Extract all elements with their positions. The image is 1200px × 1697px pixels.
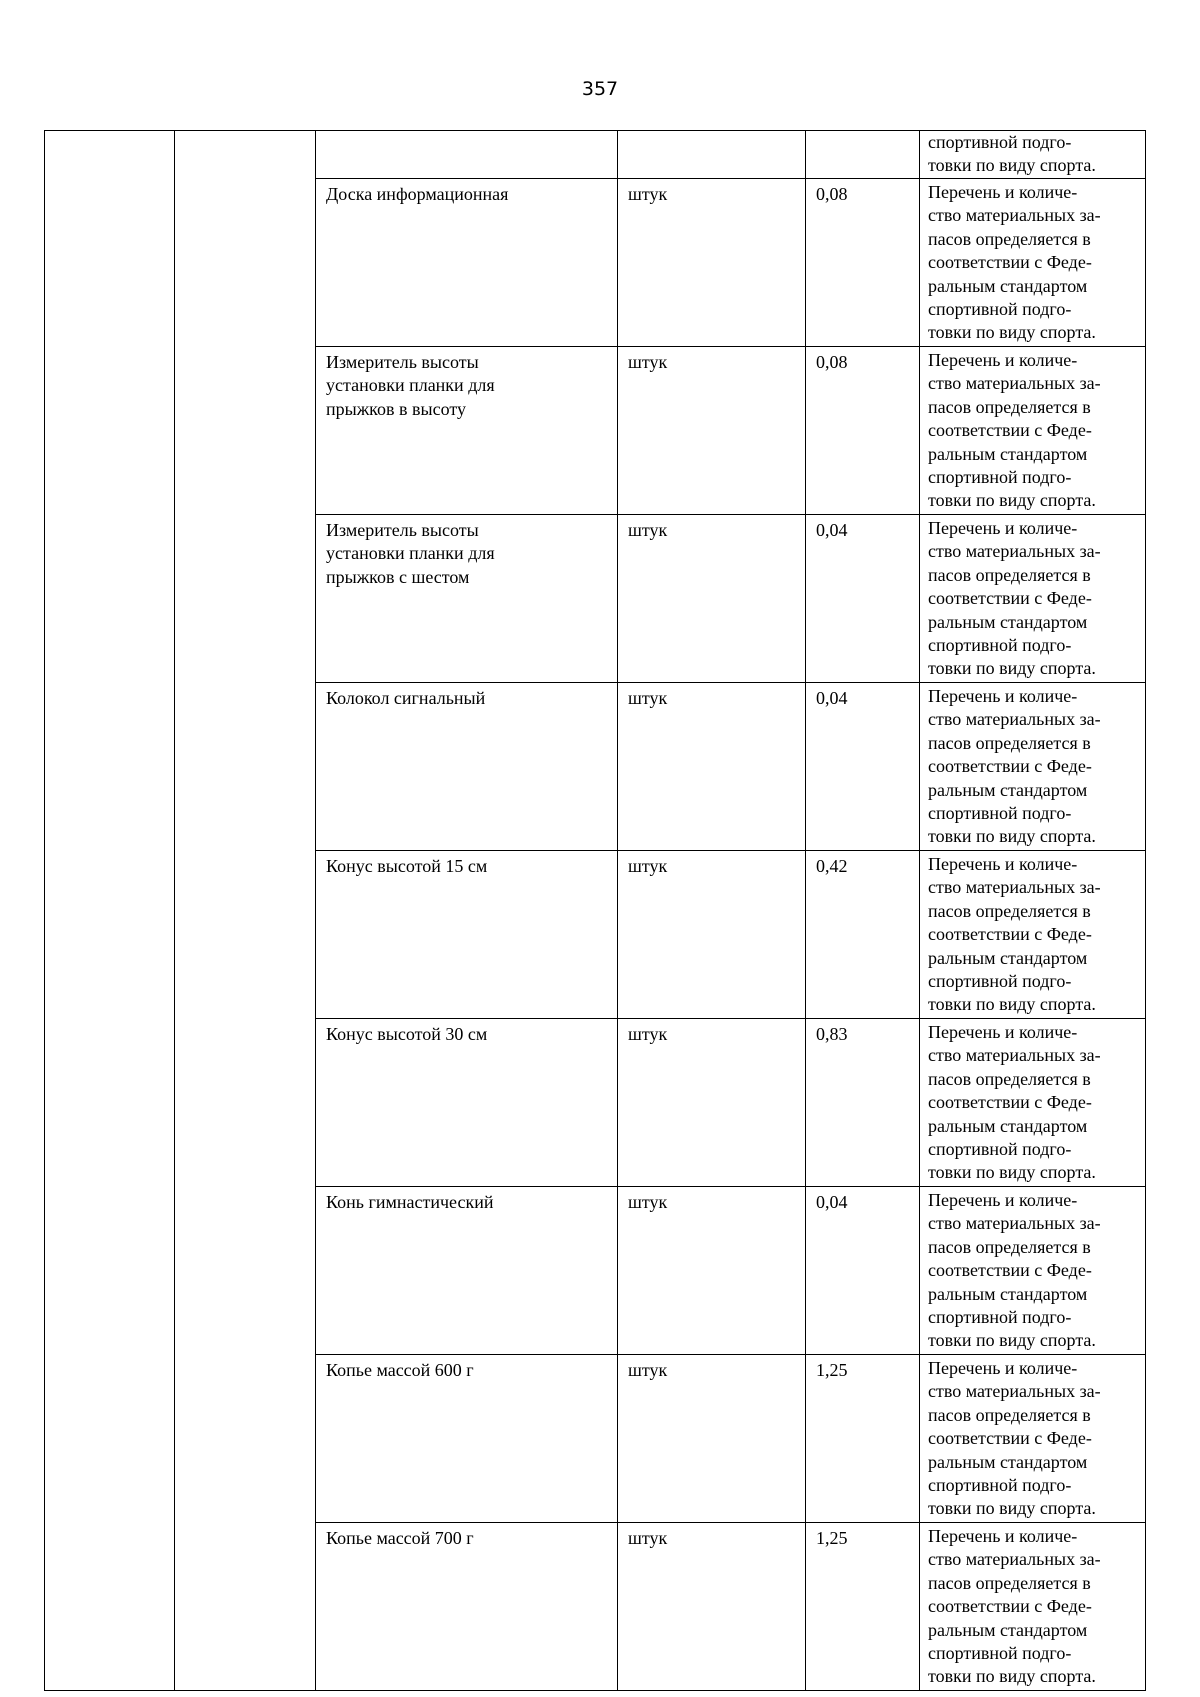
item-name-line: Конь гимнастический <box>326 1192 494 1212</box>
note-line: Перечень и количе- <box>928 1526 1078 1546</box>
unit-cell: штук <box>618 515 806 683</box>
note-cell <box>920 347 1146 515</box>
note-line: ство материальных за- <box>928 709 1101 730</box>
note-line: пасов определяется в <box>928 1068 1091 1089</box>
item-name-line: Конус высотой 30 см <box>326 1024 488 1044</box>
item-name-line: Измеритель высоты <box>326 352 479 372</box>
note-line: пасов определяется в <box>928 900 1091 921</box>
note-line: Перечень и количе- <box>928 182 1078 202</box>
note-line: ральным стандартом <box>928 1115 1088 1136</box>
note-line: товки по виду спорта. <box>928 322 1096 343</box>
note-cell <box>920 1019 1146 1187</box>
item-name-cell <box>316 131 618 179</box>
note-cell <box>920 1187 1146 1355</box>
note-line: ральным стандартом <box>928 275 1088 296</box>
note-line: ство материальных за- <box>928 205 1101 226</box>
note-line: товки по виду спорта. <box>928 1666 1096 1687</box>
unit-cell: штук <box>618 1355 806 1523</box>
note-line: пасов определяется в <box>928 564 1091 585</box>
note-line: Перечень и количе- <box>928 518 1078 538</box>
quantity-cell: 1,25 <box>806 1523 920 1691</box>
note-cell <box>920 851 1146 1019</box>
note-line: ство материальных за- <box>928 373 1101 394</box>
unit-cell <box>618 131 806 179</box>
item-name-cell <box>316 1187 618 1355</box>
note-line: спортивной подго- <box>928 971 1072 992</box>
note-line: соответствии с Феде- <box>928 420 1092 441</box>
note-line: товки по виду спорта. <box>928 155 1096 176</box>
note-line: ство материальных за- <box>928 877 1101 898</box>
item-name-cell <box>316 1523 618 1691</box>
quantity-cell: 0,08 <box>806 179 920 347</box>
item-name-line: прыжков с шестом <box>326 566 470 587</box>
quantity-cell <box>806 131 920 179</box>
note-line: спортивной подго- <box>928 467 1072 488</box>
equipment-table <box>44 130 1146 1691</box>
note-line: соответствии с Феде- <box>928 588 1092 609</box>
note-line: пасов определяется в <box>928 228 1091 249</box>
unit-cell: штук <box>618 179 806 347</box>
note-line: товки по виду спорта. <box>928 1162 1096 1183</box>
note-line: соответствии с Феде- <box>928 924 1092 945</box>
quantity-cell: 0,08 <box>806 347 920 515</box>
note-line: ство материальных за- <box>928 1213 1101 1234</box>
unit-cell: штук <box>618 1523 806 1691</box>
unit-cell: штук <box>618 347 806 515</box>
note-line: соответствии с Феде- <box>928 1596 1092 1617</box>
note-line: ство материальных за- <box>928 541 1101 562</box>
empty-cell-col1 <box>45 131 175 1691</box>
note-line: Перечень и количе- <box>928 686 1078 706</box>
quantity-cell: 0,83 <box>806 1019 920 1187</box>
item-name-line: Измеритель высоты <box>326 520 479 540</box>
note-line: соответствии с Феде- <box>928 756 1092 777</box>
note-line: соответствии с Феде- <box>928 1260 1092 1281</box>
item-name-cell <box>316 851 618 1019</box>
item-name-line: Колокол сигнальный <box>326 688 486 708</box>
note-line: товки по виду спорта. <box>928 490 1096 511</box>
note-line: Перечень и количе- <box>928 854 1078 874</box>
note-line: Перечень и количе- <box>928 1022 1078 1042</box>
note-line: товки по виду спорта. <box>928 826 1096 847</box>
item-name-cell <box>316 515 618 683</box>
unit-cell: штук <box>618 851 806 1019</box>
quantity-cell: 0,04 <box>806 683 920 851</box>
note-cell <box>920 515 1146 683</box>
note-cell <box>920 1523 1146 1691</box>
unit-cell: штук <box>618 1187 806 1355</box>
note-line: ральным стандартом <box>928 443 1088 464</box>
note-line: спортивной подго- <box>928 299 1072 320</box>
note-line: ство материальных за- <box>928 1045 1101 1066</box>
item-name-line: установки планки для <box>326 375 495 396</box>
note-cell <box>920 179 1146 347</box>
note-line: товки по виду спорта. <box>928 1330 1096 1351</box>
item-name-line: Копье массой 600 г <box>326 1360 474 1380</box>
note-line: ство материальных за- <box>928 1381 1101 1402</box>
note-line: ральным стандартом <box>928 1283 1088 1304</box>
note-line: ральным стандартом <box>928 1619 1088 1640</box>
note-line: пасов определяется в <box>928 1404 1091 1425</box>
note-line: товки по виду спорта. <box>928 1498 1096 1519</box>
note-line: спортивной подго- <box>928 1139 1072 1160</box>
note-line: Перечень и количе- <box>928 1358 1078 1378</box>
note-line: пасов определяется в <box>928 1572 1091 1593</box>
item-name-line: Доска информационная <box>326 184 509 204</box>
item-name-line: Копье массой 700 г <box>326 1528 474 1548</box>
empty-cell-col2 <box>175 131 316 1691</box>
note-line: ральным стандартом <box>928 947 1088 968</box>
note-line: спортивной подго- <box>928 1475 1072 1496</box>
note-line: пасов определяется в <box>928 732 1091 753</box>
note-line: спортивной подго- <box>928 1307 1072 1328</box>
page-number: 357 <box>581 78 619 100</box>
item-name-cell <box>316 347 618 515</box>
note-line: товки по виду спорта. <box>928 658 1096 679</box>
note-line: товки по виду спорта. <box>928 994 1096 1015</box>
note-line: соответствии с Феде- <box>928 1428 1092 1449</box>
unit-cell: штук <box>618 1019 806 1187</box>
table-row-continuation <box>45 131 1146 179</box>
quantity-cell: 1,25 <box>806 1355 920 1523</box>
quantity-cell: 0,04 <box>806 515 920 683</box>
item-name-cell <box>316 683 618 851</box>
item-name-line: прыжков в высоту <box>326 398 466 419</box>
note-line: соответствии с Феде- <box>928 1092 1092 1113</box>
note-line: спортивной подго- <box>928 635 1072 656</box>
item-name-cell <box>316 1355 618 1523</box>
note-line: ральным стандартом <box>928 779 1088 800</box>
item-name-cell <box>316 179 618 347</box>
note-line: ральным стандартом <box>928 1451 1088 1472</box>
item-name-cell <box>316 1019 618 1187</box>
item-name-line: установки планки для <box>326 543 495 564</box>
note-line: пасов определяется в <box>928 1236 1091 1257</box>
quantity-cell: 0,42 <box>806 851 920 1019</box>
note-cell <box>920 131 1146 179</box>
note-line: Перечень и количе- <box>928 350 1078 370</box>
note-line: спортивной подго- <box>928 803 1072 824</box>
item-name-line: Конус высотой 15 см <box>326 856 488 876</box>
note-line: Перечень и количе- <box>928 1190 1078 1210</box>
quantity-cell: 0,04 <box>806 1187 920 1355</box>
note-cell <box>920 683 1146 851</box>
unit-cell: штук <box>618 683 806 851</box>
note-line: спортивной подго- <box>928 1643 1072 1664</box>
note-line: соответствии с Феде- <box>928 252 1092 273</box>
note-line: спортивной подго- <box>928 132 1072 152</box>
note-line: ство материальных за- <box>928 1549 1101 1570</box>
note-cell <box>920 1355 1146 1523</box>
note-line: пасов определяется в <box>928 396 1091 417</box>
note-line: ральным стандартом <box>928 611 1088 632</box>
